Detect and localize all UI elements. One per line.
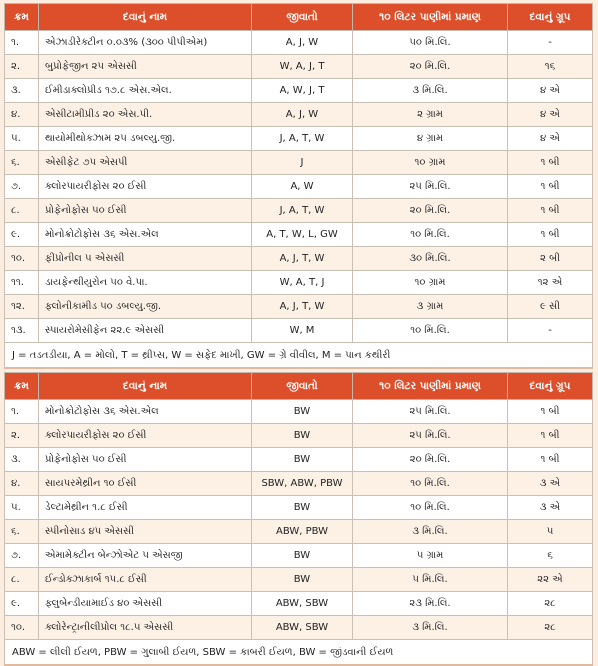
dose-cell: ૩ મિ.લિ. xyxy=(353,79,508,103)
dose-cell: ૨૫ મિ.લિ. xyxy=(353,400,508,424)
group-cell: ૧ બી xyxy=(508,151,593,175)
table-row xyxy=(5,175,593,199)
dose-cell: ૪ ગ્રામ xyxy=(353,127,508,151)
table-row xyxy=(5,520,593,544)
dose-cell: ૩ મિ.લિ. xyxy=(353,616,508,640)
pests-cell: A, W xyxy=(252,175,353,199)
group-cell: ૧૬ xyxy=(508,55,593,79)
group-cell: ૫ xyxy=(508,520,593,544)
pests-cell: SBW, ABW, PBW xyxy=(252,472,353,496)
table-row xyxy=(5,295,593,319)
pesticide-name-cell: ઈન્ડોક્ઝાકાર્બ ૧૫.૮ ઈસી xyxy=(39,568,252,592)
pesticide-name-cell: પ્રોફેનોફોસ ૫૦ ઈસી xyxy=(39,448,252,472)
serial-number-cell: ૨. xyxy=(5,55,39,79)
dose-cell: ૨૦ મિ.લિ. xyxy=(353,199,508,223)
pesticide-name-cell: ક્લોરપાયરીફોસ ૨૦ ઈસી xyxy=(39,424,252,448)
group-cell: ૩ એ xyxy=(508,496,593,520)
pesticide-table-bollworms xyxy=(4,372,593,666)
pests-cell: BW xyxy=(252,568,353,592)
pests-cell: ABW, SBW xyxy=(252,616,353,640)
pesticide-name-cell: સાયપરમેથ્રીન ૧૦ ઈસી xyxy=(39,472,252,496)
dose-cell: ૧૦ ગ્રામ xyxy=(353,151,508,175)
table-row xyxy=(5,55,593,79)
pesticide-name-cell: ફીપ્રોનીલ ૫ એસસી xyxy=(39,247,252,271)
dose-cell: ૩ ગ્રામ xyxy=(353,295,508,319)
header-pesticide-name: દવાનું નામ xyxy=(39,4,252,31)
pest-abbreviation-legend: J = તડતડીયા, A = મોલો, T = થ્રીપ્સ, W = સફેદ માખી, GW = ગ્રે વીવીલ, M = પાન કથીરી xyxy=(5,343,593,369)
dose-cell: ૧૦ ગ્રામ xyxy=(353,271,508,295)
header-pests: જીવાતો xyxy=(252,4,353,31)
header-pesticide-group: દવાનું ગ્રૂપ xyxy=(508,373,593,400)
table-row xyxy=(5,199,593,223)
pesticide-name-cell: એસીટામીપ્રીડ ૨૦ એસ.પી. xyxy=(39,103,252,127)
table-row xyxy=(5,448,593,472)
pesticide-name-cell: ક્લોરેન્ટ્રાનીલીપ્રોલ ૧૮.૫ એસસી xyxy=(39,616,252,640)
pests-cell: BW xyxy=(252,496,353,520)
serial-number-cell: ૧. xyxy=(5,400,39,424)
serial-number-cell: ૨. xyxy=(5,424,39,448)
pests-cell: A, J, T, W xyxy=(252,247,353,271)
pests-cell: BW xyxy=(252,544,353,568)
pests-cell: W, M xyxy=(252,319,353,343)
serial-number-cell: ૭. xyxy=(5,544,39,568)
pesticide-name-cell: મોનોક્રોટોફોસ ૩૬ એસ.એલ xyxy=(39,223,252,247)
pesticide-name-cell: એઝાડીરેક્ટીન ૦.૦૩% (૩૦૦ પીપીએમ) xyxy=(39,31,252,55)
header-dose-per-10-litre: ૧૦ લિટર પાણીમાં પ્રમાણ xyxy=(353,373,508,400)
table-row xyxy=(5,271,593,295)
pesticide-name-cell: થાયોમીથોક્ઝામ ૨૫ ડબલ્યુ.જી. xyxy=(39,127,252,151)
dose-cell: ૨૫ મિ.લિ. xyxy=(353,424,508,448)
serial-number-cell: ૬. xyxy=(5,151,39,175)
group-cell: ૪ એ xyxy=(508,127,593,151)
serial-number-cell: ૭. xyxy=(5,175,39,199)
pests-cell: W, A, J, T xyxy=(252,55,353,79)
serial-number-cell: ૯. xyxy=(5,592,39,616)
pesticide-name-cell: ઈમીડાક્લોપ્રીડ ૧૭.૮ એસ.એલ. xyxy=(39,79,252,103)
dose-cell: ૨૦ મિ.લિ. xyxy=(353,448,508,472)
pesticide-name-cell: બુપ્રોફેજીન ૨૫ એસસી xyxy=(39,55,252,79)
header-pests: જીવાતો xyxy=(252,373,353,400)
group-cell: ૨૮ xyxy=(508,616,593,640)
dose-cell: ૫૦ મિ.લિ. xyxy=(353,31,508,55)
pests-cell: BW xyxy=(252,400,353,424)
pesticide-name-cell: સ્પીનોસાડ ૪૫ એસસી xyxy=(39,520,252,544)
pests-cell: BW xyxy=(252,448,353,472)
group-cell: ૪ એ xyxy=(508,79,593,103)
pesticide-name-cell: સ્પાયરોમેસીફેન ૨૨.૯ એસસી xyxy=(39,319,252,343)
group-cell: ૧ બી xyxy=(508,448,593,472)
table-row xyxy=(5,223,593,247)
pesticide-name-cell: ફ્લુબેન્ડીયામાઈડ ૪૦ એસસી xyxy=(39,592,252,616)
header-pesticide-group: દવાનું ગ્રૂપ xyxy=(508,4,593,31)
table-row xyxy=(5,472,593,496)
serial-number-cell: ૩. xyxy=(5,79,39,103)
legend-row xyxy=(5,343,593,369)
serial-number-cell: ૪. xyxy=(5,103,39,127)
pests-cell: J, A, T, W xyxy=(252,199,353,223)
header-pesticide-name: દવાનું નામ xyxy=(39,373,252,400)
pests-cell: A, T, W, L, GW xyxy=(252,223,353,247)
dose-cell: ૩૦ મિ.લિ. xyxy=(353,247,508,271)
pesticide-name-cell: પ્રોફેનોફોસ ૫૦ ઈસી xyxy=(39,199,252,223)
pesticide-name-cell: ફ્લોનીકામીડ ૫૦ ડબલ્યુ.જી. xyxy=(39,295,252,319)
dose-cell: ૨૫ મિ.લિ. xyxy=(353,175,508,199)
group-cell: ૧૨ એ xyxy=(508,271,593,295)
serial-number-cell: ૮. xyxy=(5,199,39,223)
group-cell: ૨૨ એ xyxy=(508,568,593,592)
table-row xyxy=(5,496,593,520)
header-serial: ક્રમ xyxy=(5,373,39,400)
pesticide-name-cell: ડાયફેન્થીયુરોન ૫૦ વે.પા. xyxy=(39,271,252,295)
table-row xyxy=(5,79,593,103)
group-cell: ૧ બી xyxy=(508,199,593,223)
table-header-row xyxy=(5,4,593,31)
serial-number-cell: ૬. xyxy=(5,520,39,544)
table-row xyxy=(5,544,593,568)
table-row xyxy=(5,424,593,448)
serial-number-cell: ૮. xyxy=(5,568,39,592)
pests-cell: BW xyxy=(252,424,353,448)
serial-number-cell: ૫. xyxy=(5,127,39,151)
dose-cell: ૩ મિ.લિ. xyxy=(353,520,508,544)
pesticide-name-cell: ક્લોરપાયરીફોસ ૨૦ ઈસી xyxy=(39,175,252,199)
serial-number-cell: ૯. xyxy=(5,223,39,247)
pests-cell: ABW, SBW xyxy=(252,592,353,616)
bollworm-abbreviation-legend: ABW = લીલી ઈયળ, PBW = ગુલાબી ઈયળ, SBW = કાબરી ઈયળ, BW = જીંડવાની ઈયળ xyxy=(5,640,593,666)
table-row xyxy=(5,568,593,592)
table-row xyxy=(5,247,593,271)
serial-number-cell: ૩. xyxy=(5,448,39,472)
pests-cell: A, J, W xyxy=(252,31,353,55)
table-row xyxy=(5,616,593,640)
serial-number-cell: ૧૦. xyxy=(5,616,39,640)
serial-number-cell: ૫. xyxy=(5,496,39,520)
table-row xyxy=(5,103,593,127)
table-row xyxy=(5,127,593,151)
pests-cell: A, J, W xyxy=(252,103,353,127)
serial-number-cell: ૧૧. xyxy=(5,271,39,295)
serial-number-cell: ૧. xyxy=(5,31,39,55)
pesticide-name-cell: એસીફેટ ૭૫ એસપી xyxy=(39,151,252,175)
group-cell: ૧ બી xyxy=(508,424,593,448)
table-row xyxy=(5,400,593,424)
dose-cell: ૧૦ મિ.લિ. xyxy=(353,223,508,247)
pests-cell: W, A, T, J xyxy=(252,271,353,295)
pests-cell: A, W, J, T xyxy=(252,79,353,103)
serial-number-cell: ૧૩. xyxy=(5,319,39,343)
dose-cell: ૨ ગ્રામ xyxy=(353,103,508,127)
serial-number-cell: ૪. xyxy=(5,472,39,496)
group-cell: ૪ એ xyxy=(508,103,593,127)
dose-cell: ૧૦ મિ.લિ. xyxy=(353,496,508,520)
group-cell: ૩ એ xyxy=(508,472,593,496)
table-row xyxy=(5,31,593,55)
group-cell: ૧ બી xyxy=(508,175,593,199)
group-cell: - xyxy=(508,31,593,55)
serial-number-cell: ૧૦. xyxy=(5,247,39,271)
pesticide-name-cell: ડેલ્ટામેથ્રીન ૧.૮ ઈસી xyxy=(39,496,252,520)
legend-row xyxy=(5,640,593,666)
serial-number-cell: ૧૨. xyxy=(5,295,39,319)
dose-cell: ૨૩ મિ.લિ. xyxy=(353,592,508,616)
group-cell: ૧ બી xyxy=(508,400,593,424)
dose-cell: ૫ ગ્રામ xyxy=(353,544,508,568)
pesticide-name-cell: એમામેક્ટીન બેન્ઝોએટ ૫ એસજી xyxy=(39,544,252,568)
table-row xyxy=(5,592,593,616)
dose-cell: ૨૦ મિ.લિ. xyxy=(353,55,508,79)
header-serial: ક્રમ xyxy=(5,4,39,31)
pesticide-name-cell: મોનોક્રોટોફોસ ૩૬ એસ.એલ xyxy=(39,400,252,424)
dose-cell: ૧૦ મિ.લિ. xyxy=(353,319,508,343)
header-dose-per-10-litre: ૧૦ લિટર પાણીમાં પ્રમાણ xyxy=(353,4,508,31)
group-cell: ૯ સી xyxy=(508,295,593,319)
dose-cell: ૫ મિ.લિ. xyxy=(353,568,508,592)
pests-cell: ABW, PBW xyxy=(252,520,353,544)
table-row xyxy=(5,151,593,175)
pests-cell: J, A, T, W xyxy=(252,127,353,151)
group-cell: ૨ બી xyxy=(508,247,593,271)
table-row xyxy=(5,319,593,343)
table-header-row xyxy=(5,373,593,400)
group-cell: ૨૮ xyxy=(508,592,593,616)
group-cell: ૧ બી xyxy=(508,223,593,247)
pesticide-table-sucking-pests xyxy=(4,3,593,369)
group-cell: - xyxy=(508,319,593,343)
group-cell: ૬ xyxy=(508,544,593,568)
pests-cell: J xyxy=(252,151,353,175)
pests-cell: A, J, T, W xyxy=(252,295,353,319)
dose-cell: ૧૦ મિ.લિ. xyxy=(353,472,508,496)
